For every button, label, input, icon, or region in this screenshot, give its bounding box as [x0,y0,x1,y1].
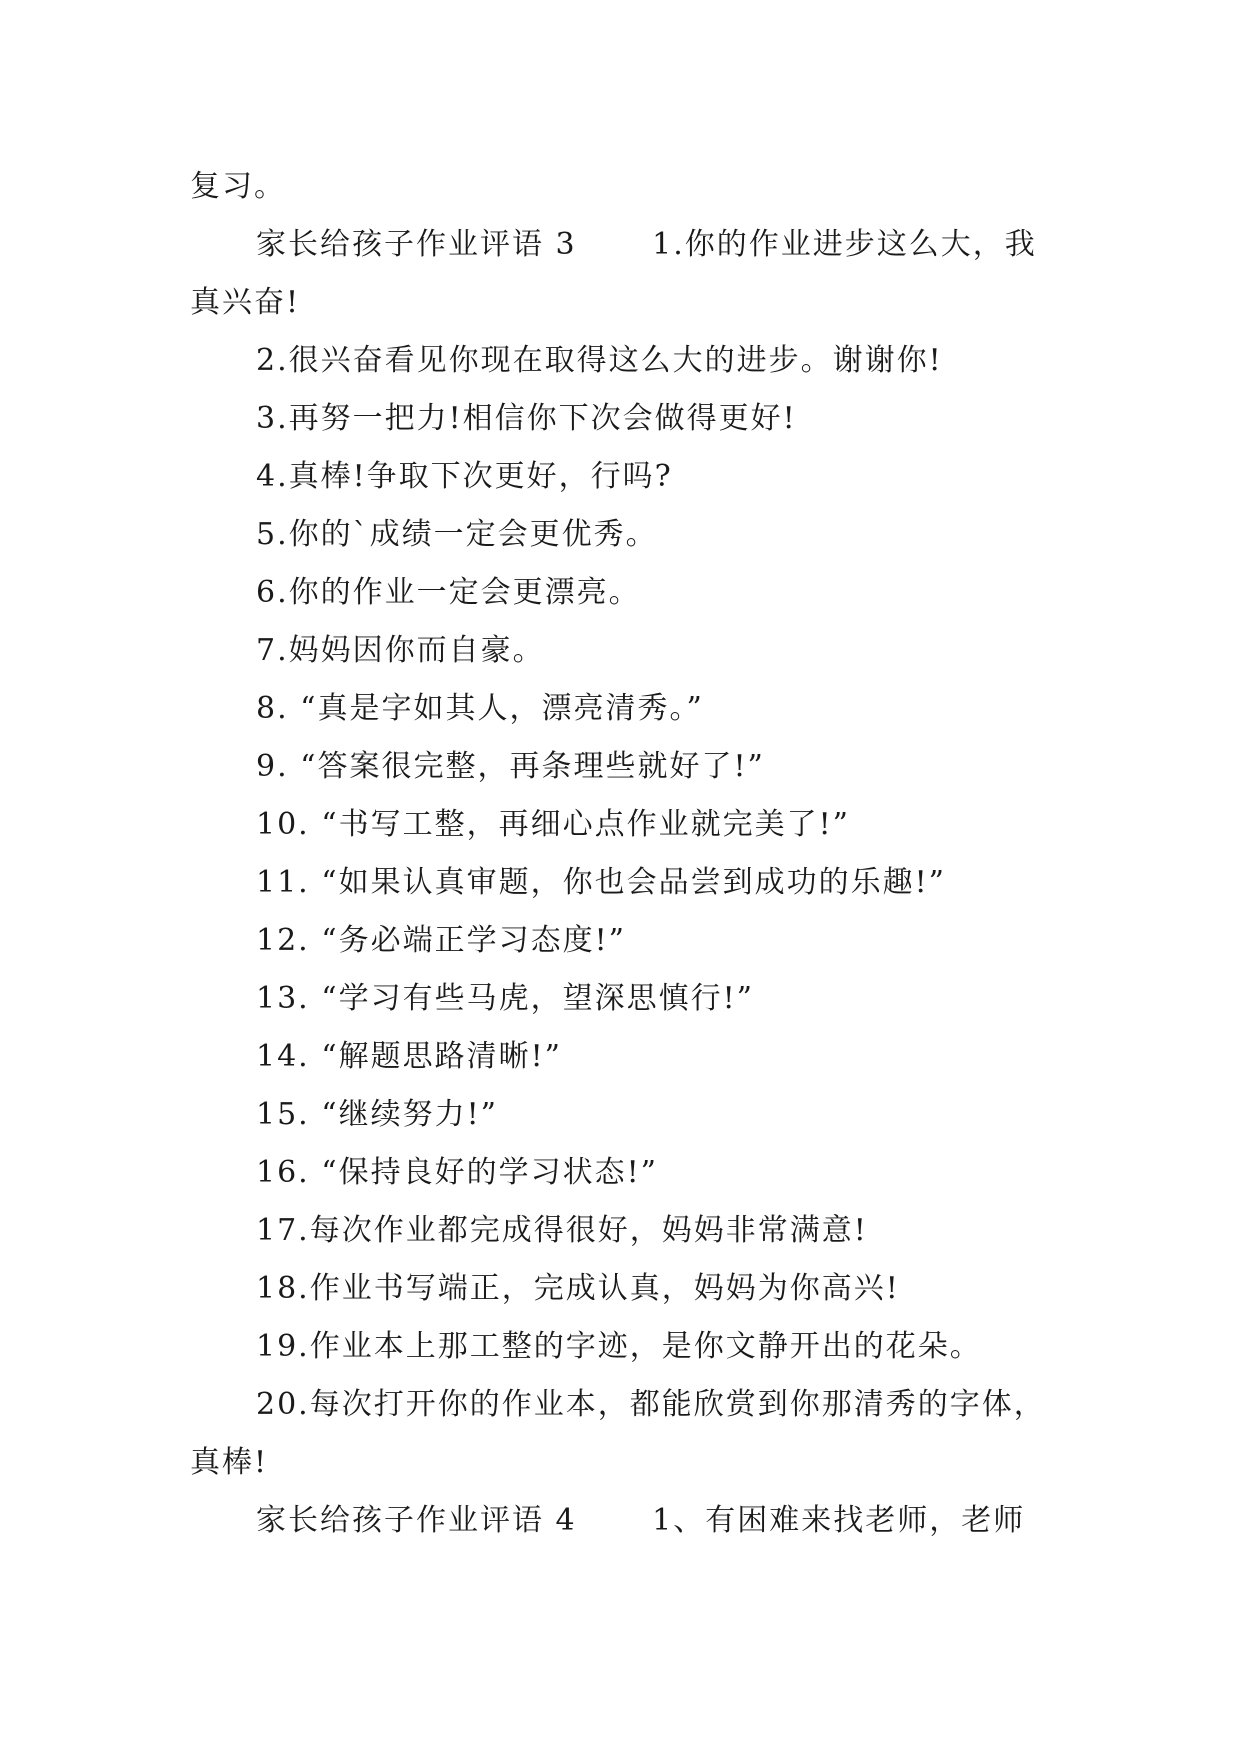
paragraph-line: 4.真棒!争取下次更好，行吗? [256,459,673,494]
paragraph-line: 19.作业本上那工整的字迹，是你文静开出的花朵。 [256,1329,982,1364]
paragraph-line: 真兴奋! [190,285,301,320]
paragraph-line: 15. “继续努力!” [256,1097,498,1132]
paragraph-line: 复习。 [190,169,286,204]
paragraph-line: 家长给孩子作业评语 4 1、有困难来找老师，老师 [256,1503,1026,1538]
paragraph-line: 5.你的`成绩一定会更优秀。 [256,517,658,552]
paragraph-line: 家长给孩子作业评语 3 1.你的作业进步这么大，我 [256,227,1037,262]
paragraph-line: 16. “保持良好的学习状态!” [256,1155,658,1190]
paragraph-line: 6.你的作业一定会更漂亮。 [256,575,641,610]
paragraph-line: 13. “学习有些马虎，望深思慎行!” [256,981,754,1016]
paragraph-line: 17.每次作业都完成得很好，妈妈非常满意! [256,1213,868,1248]
paragraph-line: 18.作业书写端正，完成认真，妈妈为你高兴! [256,1271,900,1306]
paragraph-line: 10. “书写工整，再细心点作业就完美了!” [256,807,850,842]
paragraph-line: 11. “如果认真审题，你也会品尝到成功的乐趣!” [256,865,946,900]
paragraph-line: 20.每次打开你的作业本，都能欣赏到你那清秀的字体， [256,1387,1046,1422]
paragraph-line: 3.再努一把力!相信你下次会做得更好! [256,401,797,436]
document-body [190,158,1070,1550]
paragraph-line: 14. “解题思路清晰!” [256,1039,562,1074]
paragraph-line: 7.妈妈因你而自豪。 [256,633,545,668]
paragraph-line: 真棒! [190,1445,269,1480]
paragraph-line: 12. “务必端正学习态度!” [256,923,626,958]
paragraph-line: 2.很兴奋看见你现在取得这么大的进步。谢谢你! [256,343,943,378]
paragraph-line: 9. “答案很完整，再条理些就好了!” [256,749,765,784]
paragraph-line: 8. “真是字如其人，漂亮清秀。” [256,691,704,726]
